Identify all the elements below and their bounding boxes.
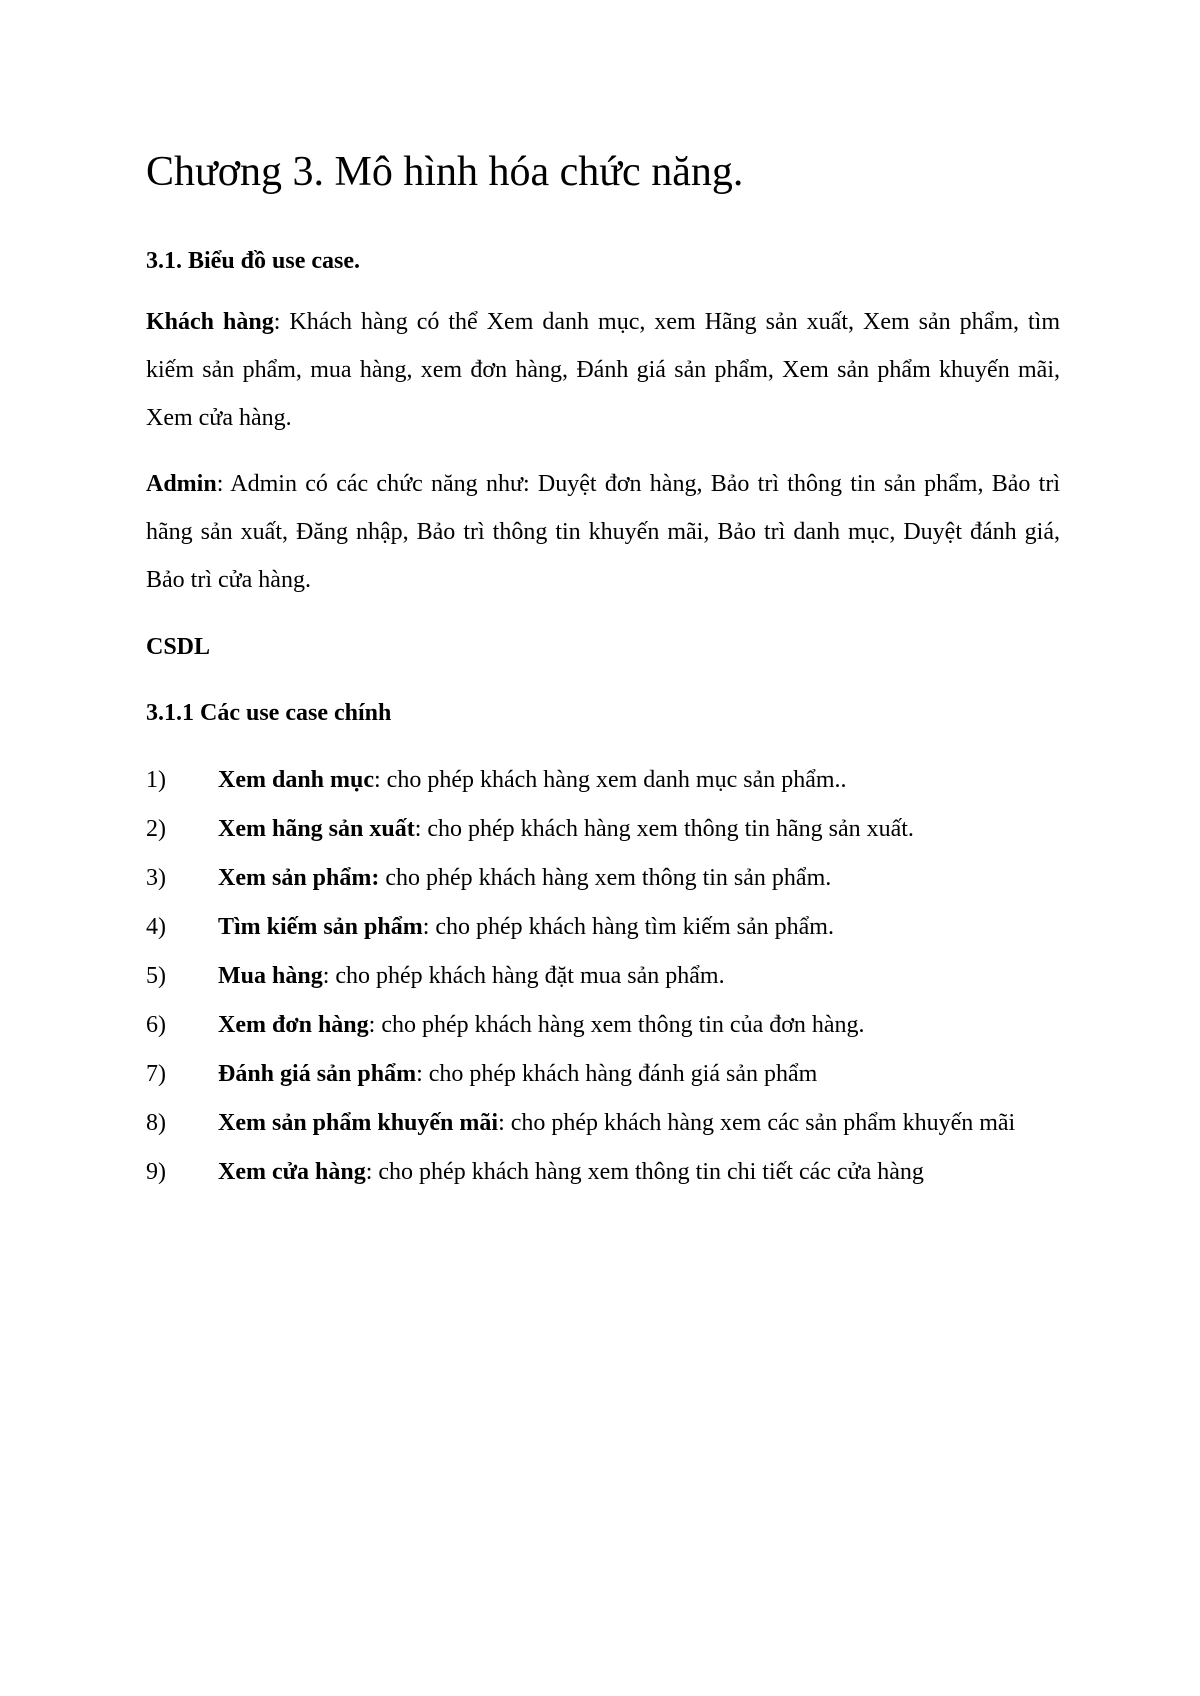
list-item [146,952,1060,1000]
list-item [146,854,1060,902]
list-item-name: Xem sản phẩm khuyến mãi [218,1110,499,1136]
list-item-desc: : cho phép khách hàng xem thông tin chi tiết các cửa hàng [365,1159,924,1185]
list-item [146,805,1060,853]
list-item-number: 1) [146,767,166,793]
list-item-name: Xem danh mục [218,767,375,793]
list-item-desc: : cho phép khách hàng xem thông tin hãng sản xuất. [414,816,914,842]
csdl-heading: CSDL [146,634,211,660]
paragraph-admin-text: : Admin có các chức năng như: Duyệt đơn hàng, Bảo trì thông tin sản phẩm, Bảo trì hãng sản xuất, Đăng nhập, Bảo trì thông tin khuyến mãi, Bảo trì danh mục, Duyệt đánh giá, Bảo trì cửa hàng. [146,471,1060,593]
list-item-number: 6) [146,1012,166,1038]
list-item-desc: : cho phép khách hàng đánh giá sản phẩm [416,1061,818,1087]
list-item-number: 7) [146,1061,166,1087]
section-heading-3-1: 3.1. Biểu đồ use case. [146,248,361,274]
list-item-name: Đánh giá sản phẩm [218,1061,417,1087]
list-item-desc: : cho phép khách hàng xem thông tin của đơn hàng. [368,1012,865,1038]
section-heading-3-1-1: 3.1.1 Các use case chính [146,700,392,726]
paragraph-customer-label: Khách hàng [146,309,274,335]
list-item [146,1148,1060,1196]
list-item-desc: cho phép khách hàng xem thông tin sản phẩm. [379,865,832,891]
list-item-name: Tìm kiếm sản phẩm [218,914,423,940]
list-item [146,756,1060,804]
list-item-number: 9) [146,1159,166,1185]
paragraph-admin [146,460,1060,604]
list-item-name: Xem đơn hàng [218,1012,369,1038]
use-case-list [146,756,1060,1197]
list-item [146,1099,1060,1147]
list-item-name: Xem cửa hàng [218,1159,366,1185]
list-item-desc: : cho phép khách hàng xem danh mục sản phẩm.. [374,767,847,793]
paragraph-customer [146,298,1060,442]
list-item-number: 5) [146,963,166,989]
list-item-name: Xem hãng sản xuất [218,816,415,842]
list-item-desc: : cho phép khách hàng xem các sản phẩm khuyến mãi [498,1110,1016,1136]
paragraph-customer-text: : Khách hàng có thể Xem danh mục, xem Hãng sản xuất, Xem sản phẩm, tìm kiếm sản phẩm, mua hàng, xem đơn hàng, Đánh giá sản phẩm, Xem sản phẩm khuyến mãi, Xem cửa hàng. [146,309,1061,431]
list-item [146,1050,1060,1098]
list-item [146,903,1060,951]
paragraph-admin-label: Admin [146,471,217,497]
list-item [146,1001,1060,1049]
chapter-title: Chương 3. Mô hình hóa chức năng. [146,149,744,195]
list-item-number: 3) [146,865,166,891]
list-item-number: 4) [146,914,166,940]
list-item-number: 2) [146,816,166,842]
list-item-desc: : cho phép khách hàng tìm kiếm sản phẩm. [422,914,834,940]
list-item-number: 8) [146,1110,166,1136]
list-item-name: Mua hàng [218,963,323,989]
list-item-name: Xem sản phẩm: [218,865,380,891]
list-item-desc: : cho phép khách hàng đặt mua sản phẩm. [322,963,725,989]
